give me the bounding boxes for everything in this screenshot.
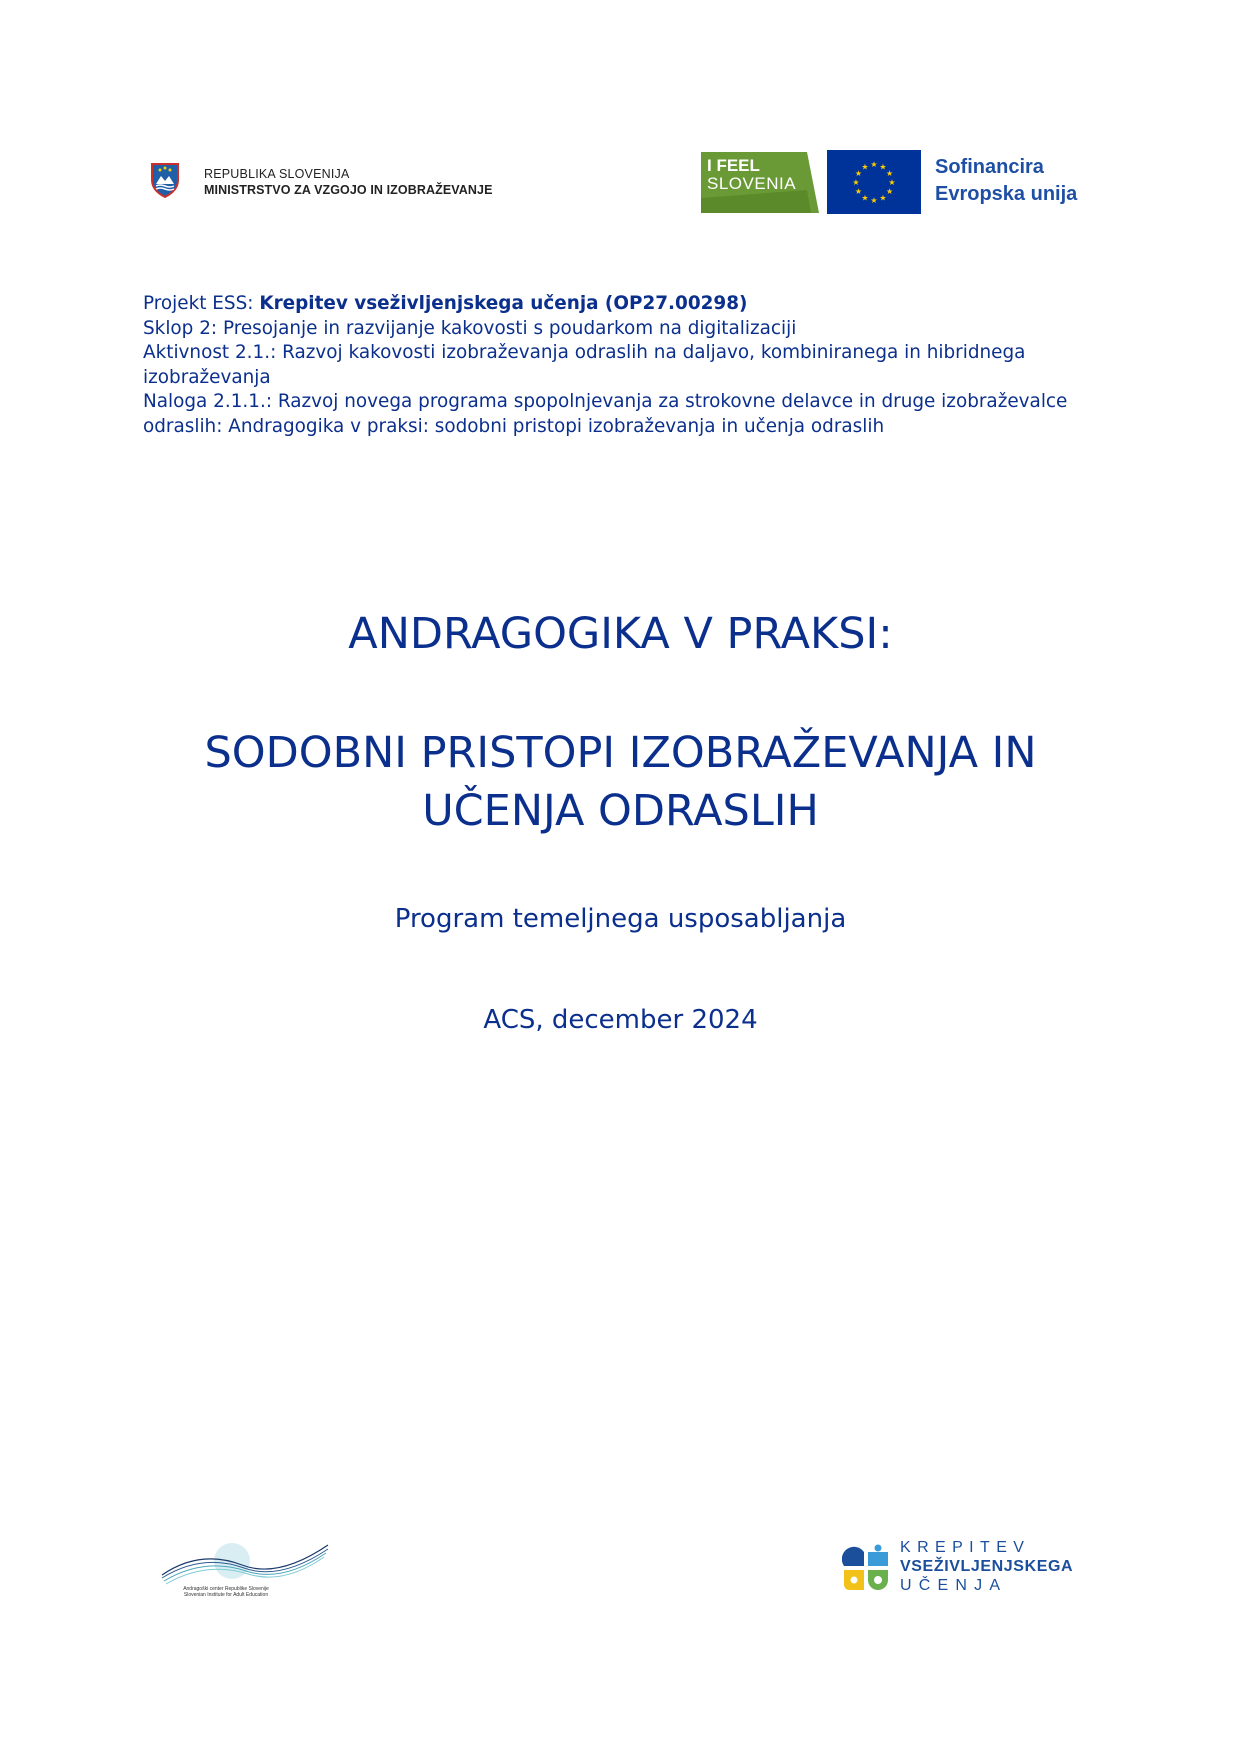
i-feel-slovenia-logo	[701, 152, 819, 213]
acs-english-name-text: Slovenian Institute for Adult Education	[183, 1592, 269, 1597]
eu-flag	[827, 150, 921, 214]
kvu-line2: VSEŽIVLJENJSKEGA	[900, 1558, 1074, 1575]
svg-text:★: ★	[879, 193, 887, 203]
slovenia-crest-icon	[150, 162, 180, 198]
svg-text:★: ★	[854, 169, 862, 178]
svg-text:★: ★	[888, 178, 896, 187]
eu-stars-icon	[827, 150, 921, 214]
main-title: ANDRAGOGIKA V PRAKSI:	[348, 609, 893, 659]
project-name: Krepitev vseživljenjskega učenja (OP27.00298)	[259, 293, 748, 314]
svg-text:★: ★	[861, 193, 869, 203]
svg-text:★: ★	[879, 162, 887, 172]
main-subtitle	[0, 724, 1241, 840]
krepitev-logo	[842, 1538, 1102, 1596]
svg-text:★: ★	[870, 160, 878, 169]
acs-wave-icon	[160, 1535, 330, 1597]
acs-logo	[160, 1535, 330, 1597]
acs-name-text: Andragoški center Republike Slovenije	[183, 1586, 269, 1592]
ministry-logo	[150, 160, 510, 204]
kvu-figures-icon	[842, 1544, 892, 1592]
slovenia-text: SLOVENIA	[707, 174, 797, 193]
svg-text:★: ★	[886, 187, 894, 196]
publisher-date: ACS, december 2024	[483, 1005, 758, 1035]
main-subtitle-line1: SODOBNI PRISTOPI IZOBRAŽEVANJA IN	[204, 728, 1037, 778]
lot-line: Sklop 2: Presojanje in razvijanje kakovosti s poudarkom na digitalizaciji	[143, 317, 797, 339]
kvu-line1: KREPITEV	[900, 1539, 1031, 1556]
eu-line2: Evropska unija	[935, 183, 1078, 205]
program-type: Program temeljnega usposabljanja	[394, 904, 847, 934]
svg-text:★: ★	[852, 178, 860, 187]
activity-line: Aktivnost 2.1.: Razvoj kakovosti izobraževanja odraslih na daljavo, kombiniranega in hibridnega izobraževanja	[143, 342, 1026, 388]
svg-text:★: ★	[861, 162, 869, 172]
eu-cofunding-label	[935, 154, 1077, 208]
project-line: Projekt ESS: Krepitev vseživljenjskega učenja (OP27.00298)	[143, 293, 748, 314]
svg-text:★: ★	[870, 196, 878, 205]
i-feel-text: I FEEL	[707, 156, 760, 175]
ministry-name-line2: MINISTRSTVO ZA VZGOJO IN IZOBRAŽEVANJE	[204, 183, 493, 197]
task-line: Naloga 2.1.1.: Razvoj novega programa spopolnjevanja za strokovne delavce in druge izobraževalce odraslih: Andragogika v praksi: sodobni pristopi izobraževanja in učenja odraslih	[143, 391, 1068, 437]
eu-line1: Sofinancira	[935, 156, 1044, 178]
main-subtitle-line2: UČENJA ODRASLIH	[422, 786, 819, 836]
ministry-name-line1: REPUBLIKA SLOVENIJA	[204, 167, 350, 181]
svg-text:★: ★	[854, 187, 862, 196]
kvu-line3: UČENJA	[900, 1577, 1008, 1594]
svg-text:★: ★	[886, 169, 894, 178]
project-info	[143, 292, 1103, 439]
